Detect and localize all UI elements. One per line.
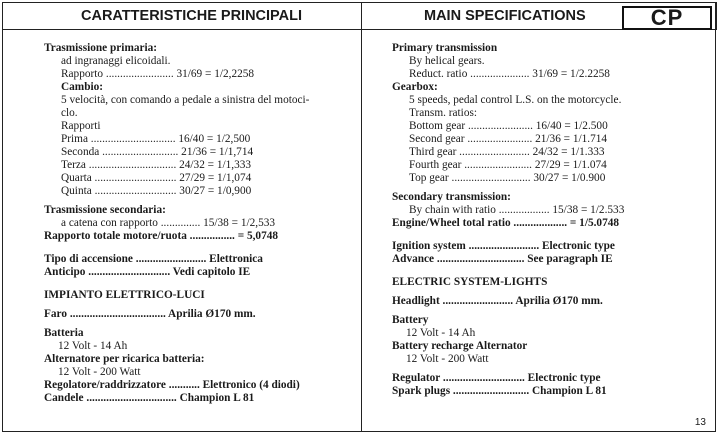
spec-line: Second gear ....................... 21/36 = 1/1.714 bbox=[409, 133, 608, 145]
spec-line: a catena con rapporto .............. 15/38 = 1/2,533 bbox=[61, 217, 276, 229]
spec-line: Headlight ......................... Aprilia Ø170 mm. bbox=[392, 295, 603, 307]
spec-heading: Battery recharge Alternator bbox=[392, 340, 528, 352]
spec-line: 12 Volt - 14 Ah bbox=[406, 327, 476, 339]
spec-line: 5 speeds, pedal control L.S. on the motorcycle. bbox=[409, 94, 622, 106]
english-section-title: MAIN SPECIFICATIONS bbox=[361, 2, 717, 30]
spec-line: Rapporti bbox=[61, 120, 101, 132]
spec-line: Third gear ......................... 24/32 = 1/1.333 bbox=[409, 146, 605, 158]
italian-specs-column bbox=[44, 42, 334, 405]
spec-line: Engine/Wheel total ratio ................... = 1/5.0748 bbox=[392, 217, 620, 229]
column-divider bbox=[361, 2, 362, 432]
spec-heading: Battery bbox=[392, 314, 429, 326]
spec-heading: Trasmissione primaria: bbox=[44, 42, 158, 54]
spec-line: ad ingranaggi elicoidali. bbox=[61, 55, 171, 67]
spec-heading: Primary transmission bbox=[392, 42, 498, 54]
spec-line: Candele ................................ Champion L 81 bbox=[44, 392, 255, 404]
model-code-badge: CP bbox=[622, 6, 712, 30]
spec-line: clo. bbox=[61, 107, 78, 119]
spec-heading: Gearbox: bbox=[392, 81, 438, 93]
spec-heading: Trasmissione secondaria: bbox=[44, 204, 166, 216]
spec-line: Transm. ratios: bbox=[409, 107, 477, 119]
spec-line: Anticipo ............................. Vedi capitolo IE bbox=[44, 266, 251, 278]
italian-section-title: CARATTERISTICHE PRINCIPALI bbox=[2, 2, 362, 30]
spec-line: Regolatore/raddrizzatore ........... Elettronico (4 diodi) bbox=[44, 379, 300, 391]
spec-line: By chain with ratio .................. 15/38 = 1/2.533 bbox=[409, 204, 625, 216]
spec-line: Reduct. ratio ..................... 31/69 = 1/2.2258 bbox=[409, 68, 610, 80]
spec-line: 12 Volt - 14 Ah bbox=[58, 340, 128, 352]
section-heading: ELECTRIC SYSTEM-LIGHTS bbox=[392, 276, 548, 288]
spec-line: Rapporto ........................ 31/69 = 1/2,2258 bbox=[61, 68, 255, 80]
spec-heading: Alternatore per ricarica batteria: bbox=[44, 353, 205, 365]
spec-line: 12 Volt - 200 Watt bbox=[58, 366, 141, 378]
spec-line: Terza ............................... 24/32 = 1/1,333 bbox=[61, 159, 252, 171]
spec-line: By helical gears. bbox=[409, 55, 485, 67]
spec-line: Spark plugs ........................... Champion L 81 bbox=[392, 385, 607, 397]
spec-heading: Secondary transmission: bbox=[392, 191, 511, 203]
spec-line: Advance ............................... See paragraph IE bbox=[392, 253, 613, 265]
spec-heading: Batteria bbox=[44, 327, 84, 339]
spec-line: 12 Volt - 200 Watt bbox=[406, 353, 489, 365]
spec-line: Quinta ............................. 30/27 = 1/0,900 bbox=[61, 185, 252, 197]
spec-line: Bottom gear ....................... 16/40 = 1/2.500 bbox=[409, 120, 608, 132]
spec-line: Ignition system ......................... Electronic type bbox=[392, 240, 615, 252]
spec-line: Tipo di accensione ......................... Elettronica bbox=[44, 253, 263, 265]
spec-line: Seconda ........................... 21/36 = 1/1,714 bbox=[61, 146, 254, 158]
spec-line: Prima .............................. 16/40 = 1/2,500 bbox=[61, 133, 251, 145]
english-specs-column bbox=[392, 42, 686, 398]
spec-line: Top gear ............................ 30/27 = 1/0.900 bbox=[409, 172, 606, 184]
spec-line: Regulator ............................. Electronic type bbox=[392, 372, 601, 384]
section-heading: IMPIANTO ELETTRICO-LUCI bbox=[44, 289, 205, 301]
spec-line: Rapporto totale motore/ruota ................ = 5,0748 bbox=[44, 230, 279, 242]
page-number: 13 bbox=[694, 417, 706, 428]
spec-heading: Cambio: bbox=[61, 81, 104, 93]
spec-line: Fourth gear ........................ 27/29 = 1/1.074 bbox=[409, 159, 607, 171]
spec-line: Quarta ............................. 27/29 = 1/1,074 bbox=[61, 172, 252, 184]
spec-line: Faro .................................. Aprilia Ø170 mm. bbox=[44, 308, 256, 320]
spec-line: 5 velocità, con comando a pedale a sinistra del motoci- bbox=[61, 94, 310, 106]
